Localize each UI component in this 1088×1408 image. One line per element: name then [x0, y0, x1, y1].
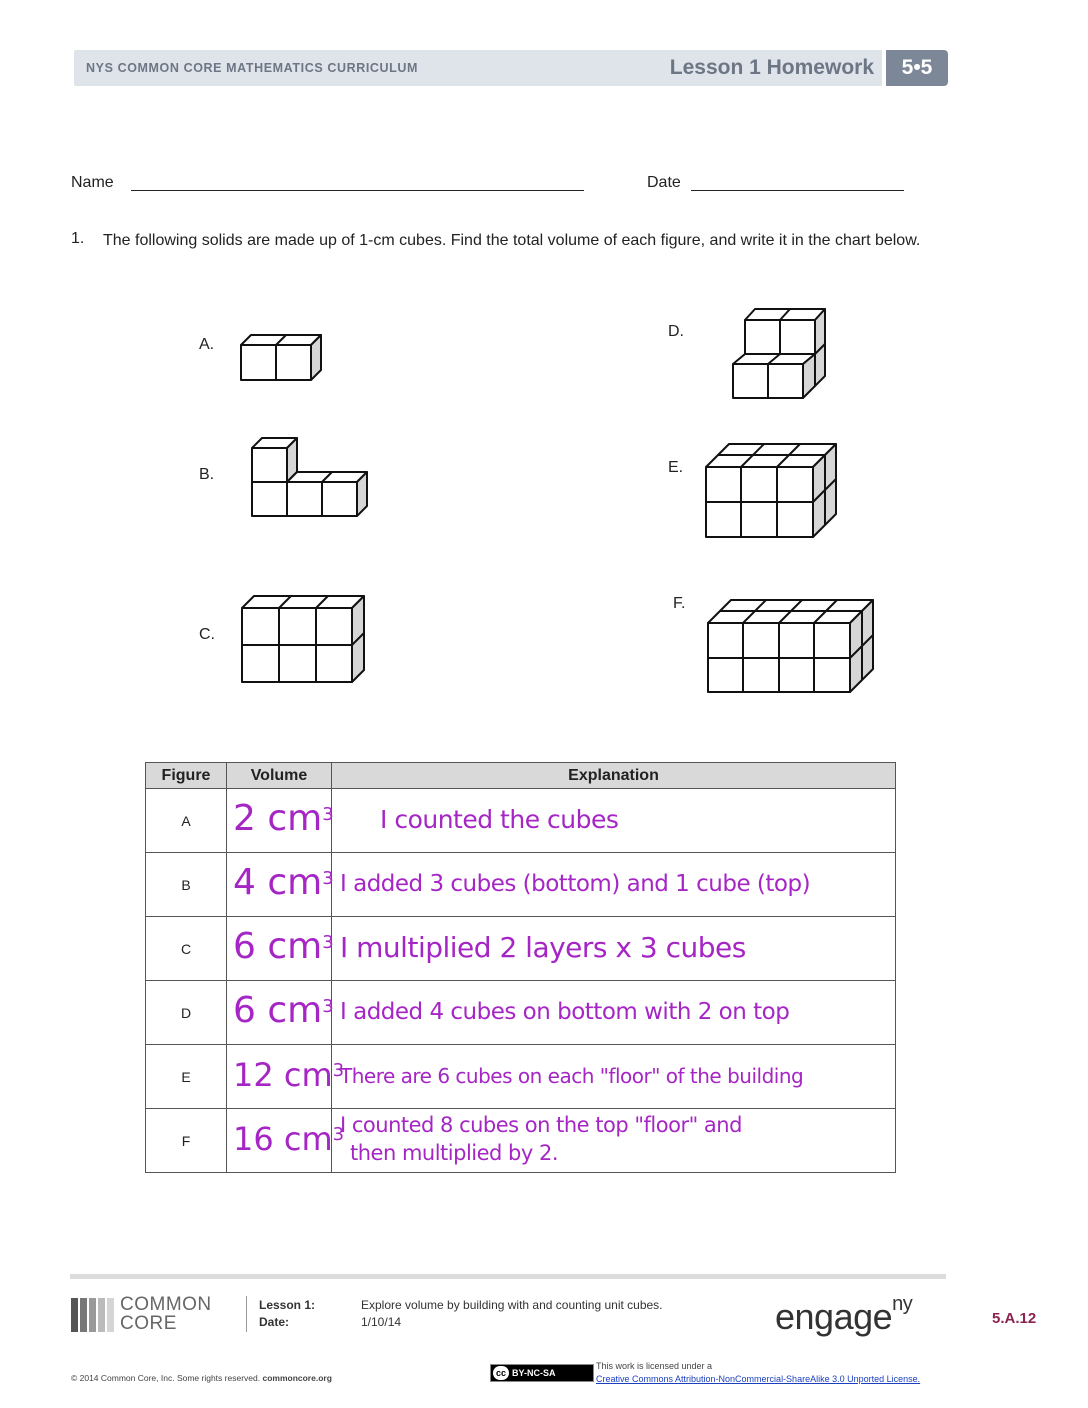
- figure-label-a: A.: [199, 336, 215, 353]
- figure-label-f: F.: [673, 595, 686, 612]
- table-row: [146, 917, 896, 981]
- volume-answer: 16 $cm^3$: [233, 1120, 345, 1158]
- common-core-logo-icon: [71, 1298, 115, 1332]
- figure-label-c: C.: [199, 626, 215, 643]
- volume-answer: 2 $cm^3$: [233, 798, 334, 839]
- question-number: 1.: [71, 230, 85, 247]
- table-row: [146, 853, 896, 917]
- grade-module-badge: 5•5: [886, 50, 948, 86]
- volume-answer: 6 $cm^3$: [233, 990, 334, 1031]
- footer-divider: [246, 1296, 247, 1332]
- header-explanation: Explanation: [332, 763, 896, 789]
- lesson-key: Lesson 1:: [259, 1298, 316, 1312]
- figure-cell: C: [146, 917, 227, 981]
- explanation-answer: I multiplied 2 layers x 3 cubes: [340, 931, 746, 964]
- figure-cell: A: [146, 789, 227, 853]
- volume-cell[interactable]: [227, 853, 332, 917]
- curriculum-title: NYS COMMON CORE MATHEMATICS CURRICULUM: [86, 61, 419, 75]
- table-row: [146, 1045, 896, 1109]
- explanation-cell[interactable]: [332, 917, 896, 981]
- explanation-answer: I added 3 cubes (bottom) and 1 cube (top): [340, 871, 811, 897]
- explanation-answer: There are 6 cubes on each "floor" of the building: [340, 1064, 804, 1088]
- figure-c-solid: [242, 596, 364, 682]
- explanation-answer: I added 4 cubes on bottom with 2 on top: [340, 999, 790, 1025]
- header-volume: Volume: [227, 763, 332, 789]
- volume-chart: [145, 762, 896, 1173]
- page-code: 5.A.12: [992, 1310, 1037, 1327]
- volume-answer: 4 $cm^3$: [233, 862, 334, 903]
- volume-answer: 12 $cm^3$: [233, 1056, 345, 1094]
- figure-label-b: B.: [199, 466, 215, 483]
- footer-rule: [70, 1274, 946, 1279]
- explanation-cell[interactable]: [332, 981, 896, 1045]
- volume-cell[interactable]: [227, 789, 332, 853]
- explanation-answer: [340, 1111, 742, 1167]
- figure-label-e: E.: [668, 459, 684, 476]
- cc-license-badge[interactable]: cc BY-NC-SA: [490, 1364, 594, 1382]
- figure-cell: D: [146, 981, 227, 1045]
- engageny-logo: engage$^{ny}$: [775, 1293, 913, 1337]
- explanation-cell[interactable]: [332, 1109, 896, 1173]
- volume-cell[interactable]: [227, 981, 332, 1045]
- table-header-row: [146, 763, 896, 789]
- figure-b-solid: [252, 438, 367, 516]
- date-key: Date:: [259, 1315, 290, 1329]
- volume-cell[interactable]: [227, 1045, 345, 1109]
- figure-e-solid: [706, 444, 836, 537]
- name-label: Name: [71, 174, 114, 191]
- figure-label-d: D.: [668, 323, 684, 340]
- date-label: Date: [647, 174, 681, 191]
- explanation-cell[interactable]: [332, 853, 896, 917]
- explanation-line-1: I counted 8 cubes on the top "floor" and: [340, 1113, 742, 1137]
- table-row: [146, 1109, 896, 1173]
- volume-cell[interactable]: [227, 1109, 345, 1173]
- explanation-answer: I counted the cubes: [380, 805, 619, 834]
- figure-d-solid: [733, 309, 825, 398]
- figure-f-solid: [708, 600, 873, 692]
- figure-cell: B: [146, 853, 227, 917]
- cc-icon: cc: [493, 1366, 509, 1380]
- explanation-cell[interactable]: [332, 789, 896, 853]
- explanation-cell[interactable]: [332, 1045, 896, 1109]
- explanation-line-2: then multiplied by 2.: [350, 1141, 559, 1165]
- common-core-wordmark: COMMON CORE: [120, 1294, 212, 1334]
- lesson-value: Explore volume by building with and counting unit cubes.: [361, 1298, 663, 1312]
- question-text: The following solids are made up of 1-cm cubes. Find the total volume of each figure, and write it in the chart below.: [103, 232, 921, 249]
- lesson-title: Lesson 1 Homework: [669, 56, 874, 79]
- volume-cell[interactable]: [227, 917, 332, 981]
- table-row: [146, 981, 896, 1045]
- copyright-text: © 2014 Common Core, Inc. Some rights reserved. commoncore.org: [71, 1373, 332, 1383]
- header-figure: Figure: [146, 763, 227, 789]
- figure-cell: F: [146, 1109, 227, 1173]
- figure-cell: E: [146, 1045, 227, 1109]
- volume-answer: 6 $cm^3$: [233, 926, 334, 967]
- figure-a-solid: [241, 335, 321, 380]
- license-link[interactable]: Creative Commons Attribution-NonCommercial-ShareAlike 3.0 Unported License.: [596, 1374, 921, 1384]
- license-text: This work is licensed under a: [596, 1361, 713, 1371]
- table-row: [146, 789, 896, 853]
- date-value: 1/10/14: [361, 1315, 402, 1329]
